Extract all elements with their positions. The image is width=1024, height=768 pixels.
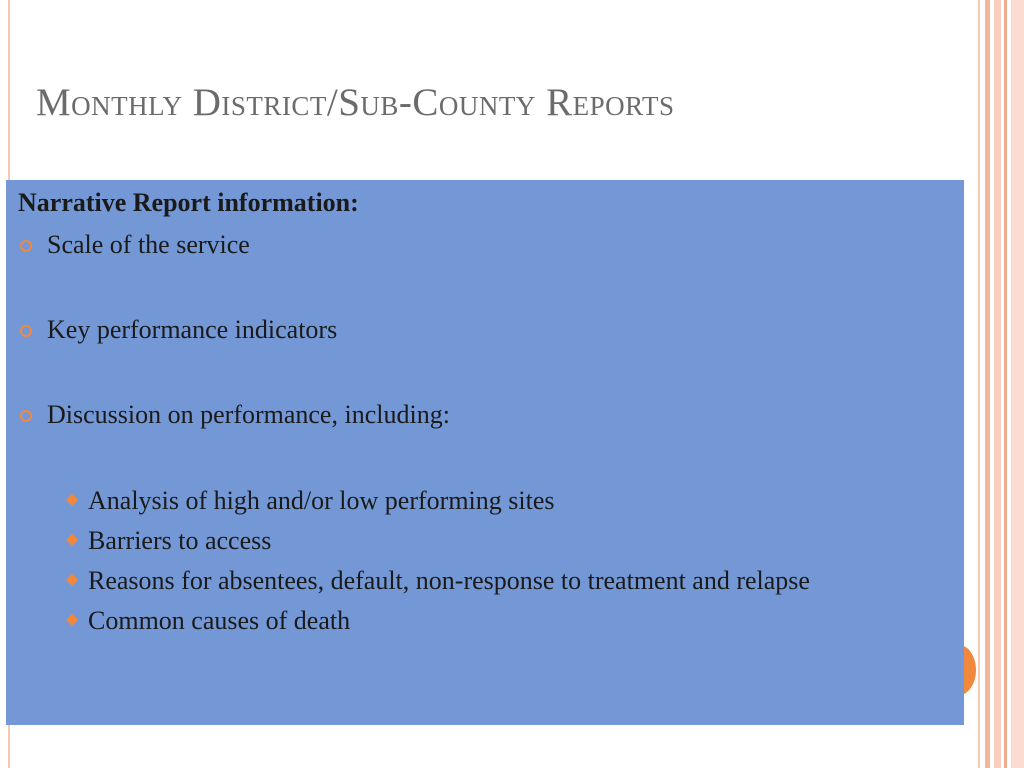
bullet-item <box>18 398 964 432</box>
right-decorative-stripe <box>978 0 980 768</box>
section-heading: Narrative Report information: <box>18 188 359 217</box>
bullet-item <box>18 313 964 347</box>
sub-bullet-item <box>18 484 908 518</box>
ring-bullet-icon <box>20 325 32 337</box>
sub-bullet-text: Analysis of high and/or low performing sites <box>88 486 555 515</box>
right-decorative-stripe <box>1011 0 1024 768</box>
sub-bullet-text: Common causes of death <box>88 606 351 635</box>
ring-bullet-icon <box>20 240 32 252</box>
bullet-item <box>18 228 964 262</box>
right-decorative-stripe <box>994 0 1001 768</box>
diamond-bullet-icon: ◆ <box>66 491 79 508</box>
bullet-text: Scale of the service <box>47 230 250 259</box>
sub-bullet-item <box>18 524 908 558</box>
sub-bullet-text: Reasons for absentees, default, non-response to treatment and relapse <box>88 566 810 595</box>
bullet-text: Discussion on performance, including: <box>47 400 450 429</box>
sub-bullet-text: Barriers to access <box>88 526 272 555</box>
sub-bullet-item <box>18 564 908 598</box>
diamond-bullet-icon: ◆ <box>66 571 79 588</box>
diamond-bullet-icon: ◆ <box>66 611 79 628</box>
ring-bullet-icon <box>20 410 32 422</box>
slide-title: Monthly District/Sub-County Reports <box>36 81 675 124</box>
sub-bullet-item <box>18 604 908 638</box>
diamond-bullet-icon: ◆ <box>66 531 79 548</box>
sub-bullet-list <box>18 484 964 638</box>
bullet-text: Key performance indicators <box>47 315 338 344</box>
right-decorative-stripe <box>985 0 990 768</box>
content-box <box>6 180 964 725</box>
right-decorative-stripe <box>1004 0 1007 768</box>
